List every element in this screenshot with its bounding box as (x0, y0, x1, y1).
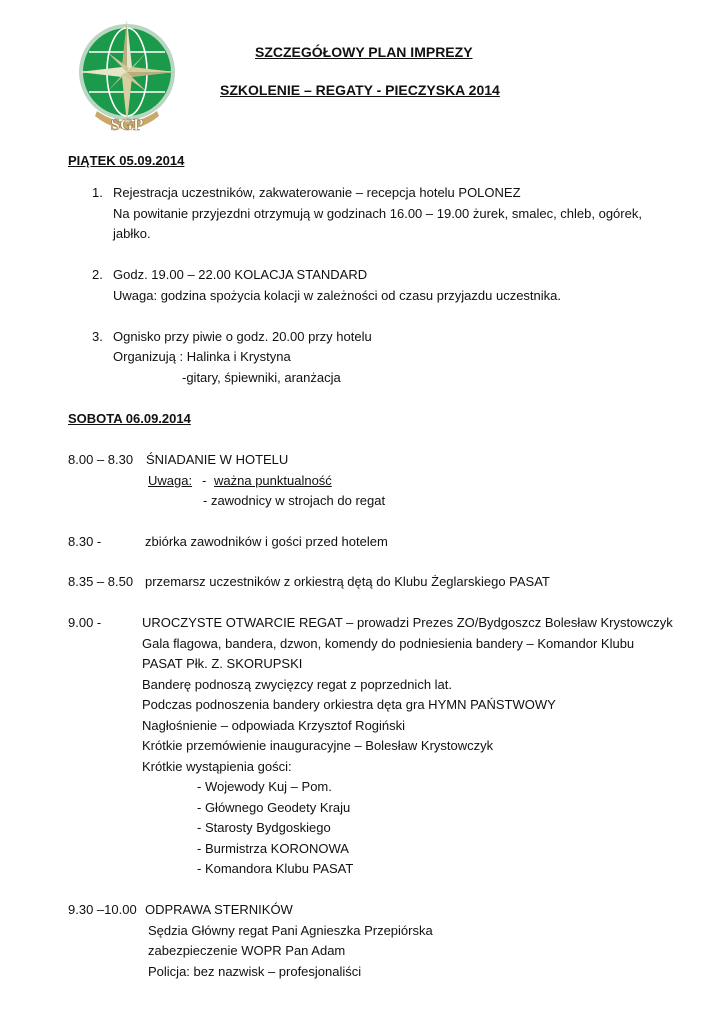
page-subtitle: SZKOLENIE – REGATY - PIECZYSKA 2014 (220, 82, 500, 98)
opening-line: Nagłośnienie – odpowiada Krzysztof Rogiński (142, 718, 406, 733)
briefing-title: ODPRAWA STERNIKÓW (145, 902, 293, 917)
guest-item: - Głównego Geodety Kraju (197, 800, 351, 815)
opening-line: UROCZYSTE OTWARCIE REGAT – prowadzi Prezes ZO/Bydgoszcz Bolesław Krystowczyk (142, 615, 673, 630)
opening-line: Gala flagowa, bandera, dzwon, komendy do podniesienia bandery – Komandor Klubu (142, 636, 635, 651)
breakfast-note-dash: - (202, 473, 207, 488)
march-time: 8.35 – 8.50 (68, 574, 134, 589)
item-line: Organizują : Halinka i Krystyna (113, 349, 291, 364)
briefing-line: Policja: bez nazwisk – profesjonaliści (148, 964, 362, 979)
item-line: -gitary, śpiewniki, aranżacja (182, 370, 341, 385)
sgp-logo (77, 18, 177, 140)
item-line: Godz. 19.00 – 22.00 KOLACJA STANDARD (113, 267, 368, 282)
guest-item: - Burmistrza KORONOWA (197, 841, 349, 856)
item-number: 2. (92, 267, 103, 282)
friday-heading: PIĄTEK 05.09.2014 (68, 153, 185, 168)
opening-line: Krótkie wystąpienia gości: (142, 759, 292, 774)
guest-item: - Starosty Bydgoskiego (197, 820, 331, 835)
guest-item: - Wojewody Kuj – Pom. (197, 779, 332, 794)
item-line: Ognisko przy piwie o godz. 20.00 przy hotelu (113, 329, 372, 344)
breakfast-note-2: - zawodnicy w strojach do regat (203, 493, 386, 508)
guest-item: - Komandora Klubu PASAT (197, 861, 354, 876)
breakfast-note-1: ważna punktualność (214, 473, 332, 488)
item-line: Na powitanie przyjezdni otrzymują w godzinach 16.00 – 19.00 żurek, smalec, chleb, ogórek, (113, 206, 642, 221)
march-text: przemarsz uczestników z orkiestrą dętą do Klubu Żeglarskiego PASAT (145, 574, 550, 589)
item-number: 3. (92, 329, 103, 344)
item-number: 1. (92, 185, 103, 200)
breakfast-note-label: Uwaga: (148, 473, 193, 488)
opening-line: Podczas podnoszenia bandery orkiestra dęta gra HYMN PAŃSTWOWY (142, 697, 556, 712)
breakfast-title: ŚNIADANIE W HOTELU (146, 452, 289, 467)
gathering-time: 8.30 - (68, 534, 102, 549)
gathering-text: zbiórka zawodników i gości przed hotelem (145, 534, 388, 549)
item-line: jabłko. (113, 226, 151, 241)
item-line: Uwaga: godzina spożycia kolacji w zależności od czasu przyjazdu uczestnika. (113, 288, 561, 303)
briefing-time: 9.30 –10.00 (68, 902, 137, 917)
opening-line: Krótkie przemówienie inauguracyjne – Bolesław Krystowczyk (142, 738, 494, 753)
compass-rose-icon (79, 20, 175, 124)
briefing-line: Sędzia Główny regat Pani Agnieszka Przepiórska (148, 923, 433, 938)
saturday-heading: SOBOTA 06.09.2014 (68, 411, 191, 426)
briefing-line: zabezpieczenie WOPR Pan Adam (148, 943, 346, 958)
opening-line: PASAT Płk. Z. SKORUPSKI (142, 656, 303, 671)
page-title: SZCZEGÓŁOWY PLAN IMPREZY (255, 44, 473, 60)
breakfast-time: 8.00 – 8.30 (68, 452, 134, 467)
item-line: Rejestracja uczestników, zakwaterowanie – recepcja hotelu POLONEZ (113, 185, 521, 200)
opening-time: 9.00 - (68, 615, 102, 630)
logo-text: SGP (110, 115, 144, 134)
opening-line: Banderę podnoszą zwycięzcy regat z poprzednich lat. (142, 677, 453, 692)
